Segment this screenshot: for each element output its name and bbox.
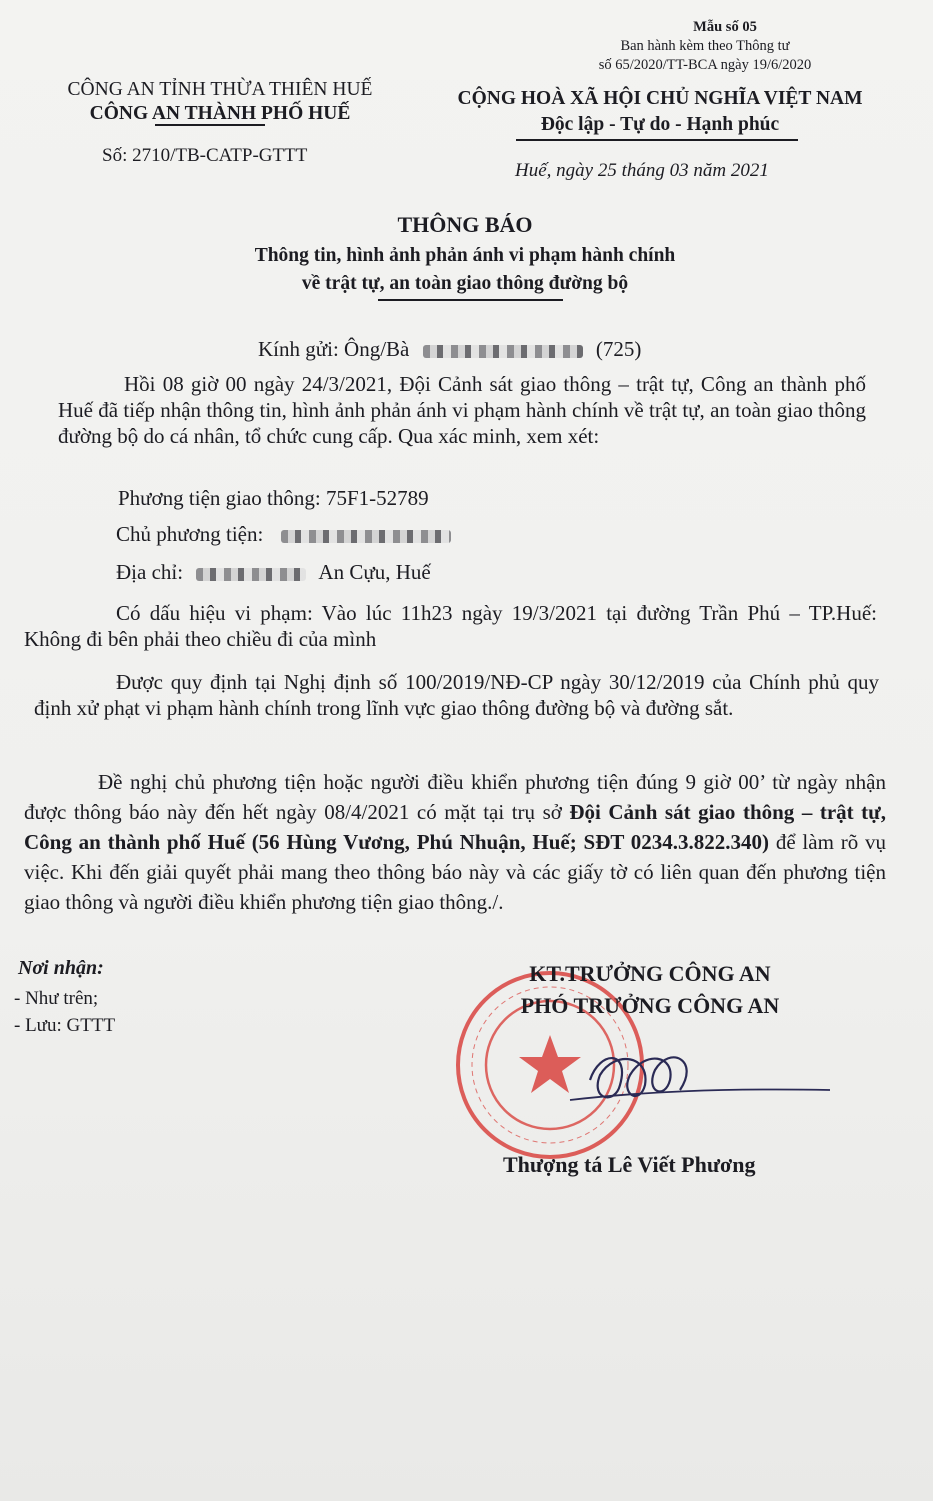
violation-paragraph: Có dấu hiệu vi phạm: Vào lúc 11h23 ngày 19/3/2021 tại đường Trần Phú – TP.Huế: Không đi bên phải theo chiều đi của mình (24, 601, 877, 651)
agency-parent: CÔNG AN TỈNH THỪA THIÊN HUẾ (67, 79, 373, 100)
agency-header (40, 78, 400, 126)
redacted-name (423, 345, 583, 358)
handwritten-signature (560, 1030, 840, 1120)
regulation-paragraph: Được quy định tại Nghị định số 100/2019/NĐ-CP ngày 30/12/2019 của Chính phủ quy định xử phạt vi phạm hành chính trong lĩnh vực giao thông đường bộ và đường sắt. (34, 670, 879, 720)
address-line (116, 559, 431, 586)
redacted-owner (281, 530, 451, 543)
address-tail: An Cựu, Huế (318, 560, 431, 584)
title-underline (378, 299, 563, 301)
signature-block (470, 958, 830, 1022)
signature-title-2: PHÓ TRƯỞNG CÔNG AN (520, 993, 780, 1018)
request-text-2: để làm rõ vụ việc. Khi đến giải quyết phải mang theo thông báo này và các giấy tờ có liên quan đến phương tiện giao thông và người điều khiển phương tiện giao thông./. (24, 830, 886, 914)
receivers-title: Nơi nhận: (18, 957, 104, 979)
issued-line: Ban hành kèm theo Thông tư (620, 38, 790, 54)
recipient-label: Kính gửi: Ông/Bà (258, 337, 410, 361)
request-text-1: Đề nghị chủ phương tiện hoặc người điều khiển phương tiện đúng 9 giờ 00’ từ ngày nhận được thông báo này đến hết ngày 08/4/2021 có mặt tại trụ sở (24, 770, 886, 824)
national-header (425, 86, 895, 138)
form-number: Mẫu số 05 (693, 19, 757, 35)
document-subtitle (170, 242, 760, 298)
vehicle-line: Phương tiện giao thông: 75F1-52789 (118, 486, 429, 510)
signature-title-1: KT.TRƯỞNG CÔNG AN (529, 961, 771, 986)
document-number: Số: 2710/TB-CATP-GTTT (102, 145, 308, 166)
owner-line (116, 521, 451, 548)
subtitle-line-2: về trật tự, an toàn giao thông đường bộ (301, 273, 629, 294)
request-paragraph (24, 767, 886, 917)
receiver-item: - Như trên; (14, 988, 99, 1009)
document-date: Huế, ngày 25 tháng 03 năm 2021 (515, 160, 769, 181)
motto-underline (516, 139, 798, 141)
national-title: CỘNG HOÀ XÃ HỘI CHỦ NGHĨA VIỆT NAM (457, 88, 863, 109)
subtitle-line-1: Thông tin, hình ảnh phản ánh vi phạm hành chính (254, 245, 676, 266)
request-office: Đội Cảnh sát giao thông – trật tự, Công an thành phố Huế (56 Hùng Vương, Phú Nhuận, Huế; SĐT 0234.3.822.340) (24, 800, 886, 854)
document-title: THÔNG BÁO (397, 212, 533, 237)
intro-paragraph: Hồi 08 giờ 00 ngày 24/3/2021, Đội Cảnh sát giao thông – trật tự, Công an thành phố Huế đã tiếp nhận thông tin, hình ảnh phản ánh vi phạm hành chính về trật tự, an toàn giao thông đường bộ do cá nhân, tổ chức cung cấp. Qua xác minh, xem xét: (58, 372, 866, 448)
agency-underline (155, 124, 265, 126)
owner-label: Chủ phương tiện: (116, 522, 264, 546)
national-motto: Độc lập - Tự do - Hạnh phúc (540, 114, 780, 135)
redacted-address (196, 568, 306, 581)
recipient-line (258, 336, 641, 363)
recipient-code: (725) (595, 337, 642, 361)
form-meta (575, 18, 835, 75)
circular-line: số 65/2020/TT-BCA ngày 19/6/2020 (598, 57, 812, 73)
receiver-item: - Lưu: GTTT (14, 1015, 116, 1036)
address-label: Địa chỉ: (116, 560, 184, 584)
agency-name: CÔNG AN THÀNH PHỐ HUẾ (89, 103, 351, 124)
signer-name: Thượng tá Lê Viết Phương (503, 1152, 756, 1177)
